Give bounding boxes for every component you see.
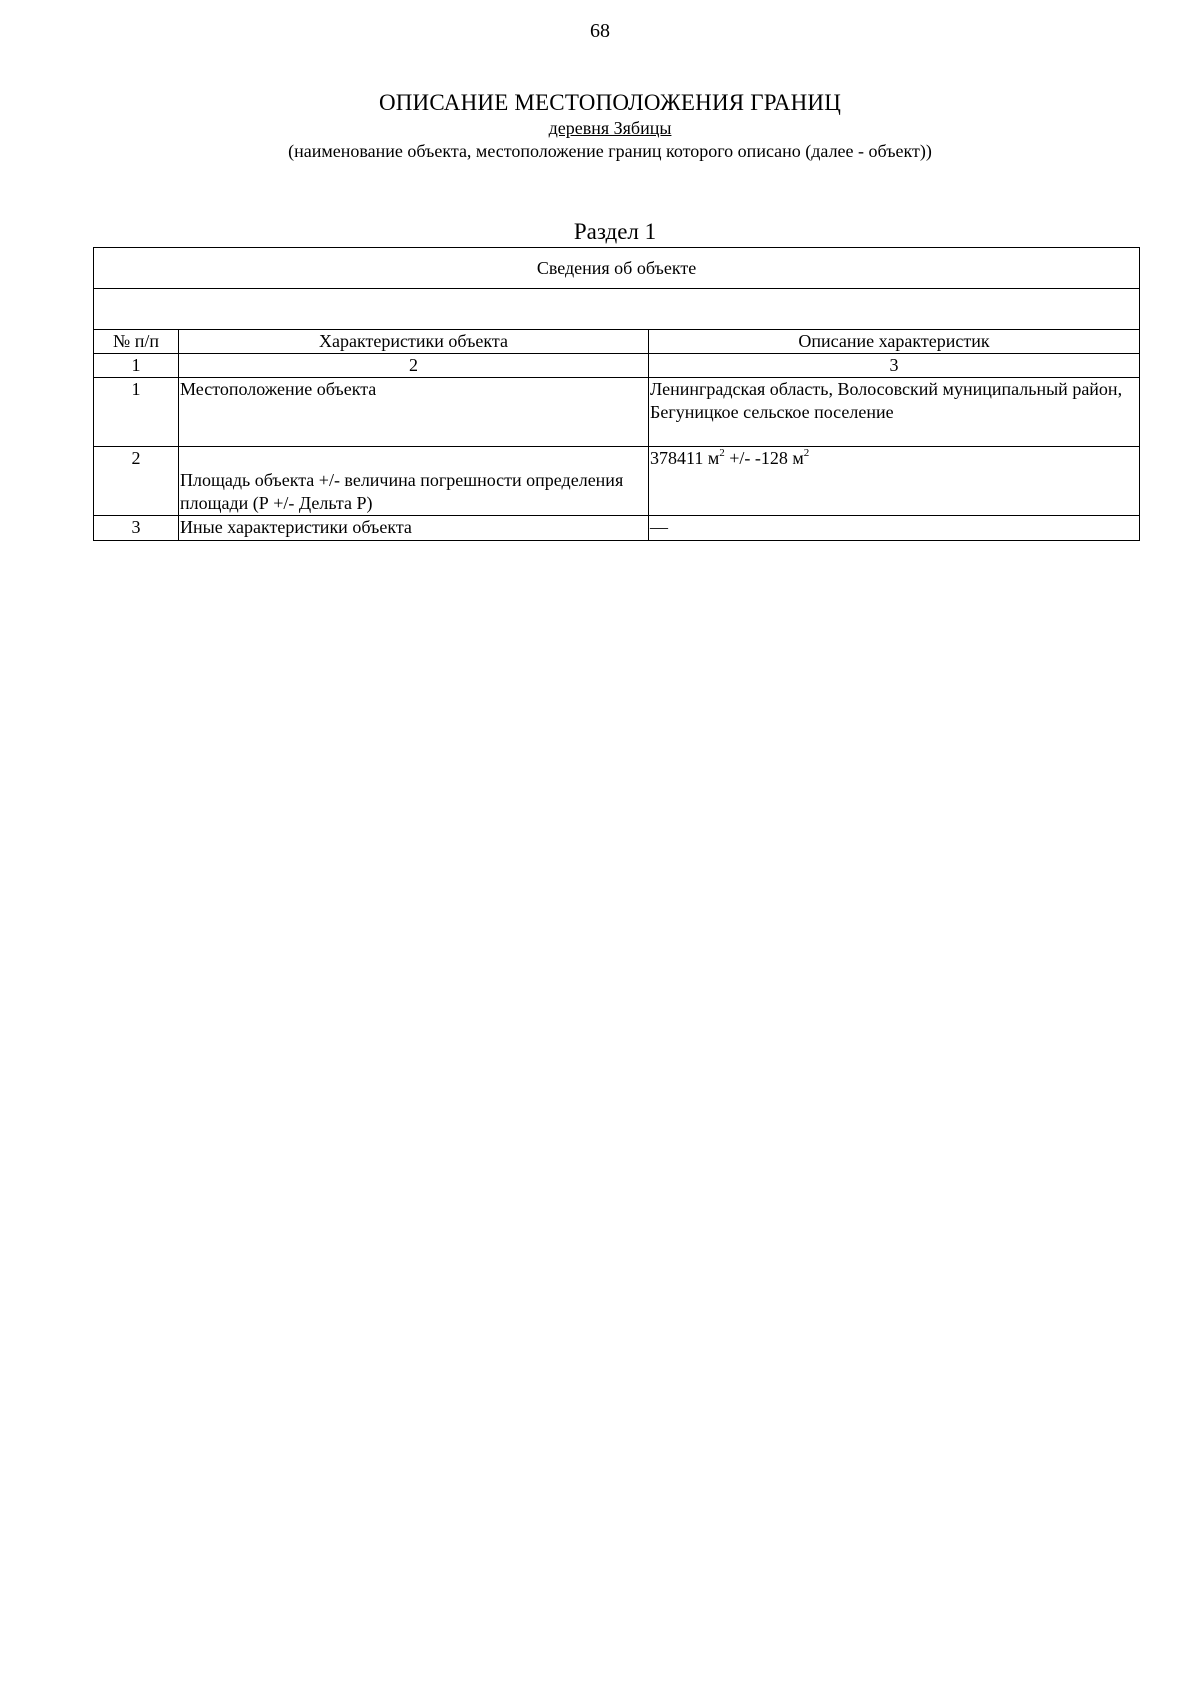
row-description: Ленинградская область, Волосовский муниципальный район, Бегуницкое сельское поселение — [649, 378, 1140, 447]
row-characteristic: Площадь объекта +/- величина погрешности определения площади (Р +/- Дельта Р) — [179, 447, 649, 516]
row-number: 2 — [94, 447, 179, 516]
area-value: 378411 м — [650, 448, 720, 468]
row-number: 3 — [94, 516, 179, 541]
table-row — [94, 516, 1140, 541]
row-characteristic: Местоположение объекта — [179, 378, 649, 447]
column-number-1: 1 — [94, 354, 179, 378]
column-header-description: Описание характеристик — [649, 330, 1140, 354]
unit-power: 2 — [803, 447, 810, 459]
column-header-characteristic: Характеристики объекта — [179, 330, 649, 354]
row-description — [649, 447, 1140, 516]
page-number: 68 — [590, 20, 610, 42]
object-caption: (наименование объекта, местоположение границ которого описано (далее - объект)) — [288, 141, 932, 161]
table-row — [94, 378, 1140, 447]
area-separator: +/- — [724, 448, 755, 468]
section-title: Раздел 1 — [573, 219, 657, 244]
row-characteristic: Иные характеристики объекта — [179, 516, 649, 541]
table-row — [94, 447, 1140, 516]
document-title: ОПИСАНИЕ МЕСТОПОЛОЖЕНИЯ ГРАНИЦ — [378, 90, 842, 115]
table-caption: Сведения об объекте — [94, 248, 1140, 289]
column-header-number: № п/п — [94, 330, 179, 354]
unit-power: 2 — [719, 447, 725, 459]
row-description: — — [649, 516, 1140, 541]
table-empty-row — [94, 289, 1140, 330]
column-number-2: 2 — [179, 354, 649, 378]
object-name: деревня Зябицы — [548, 118, 672, 138]
object-info-table — [93, 247, 1140, 541]
area-error: -128 м — [754, 448, 804, 468]
column-number-3: 3 — [649, 354, 1140, 378]
row-number: 1 — [94, 378, 179, 447]
